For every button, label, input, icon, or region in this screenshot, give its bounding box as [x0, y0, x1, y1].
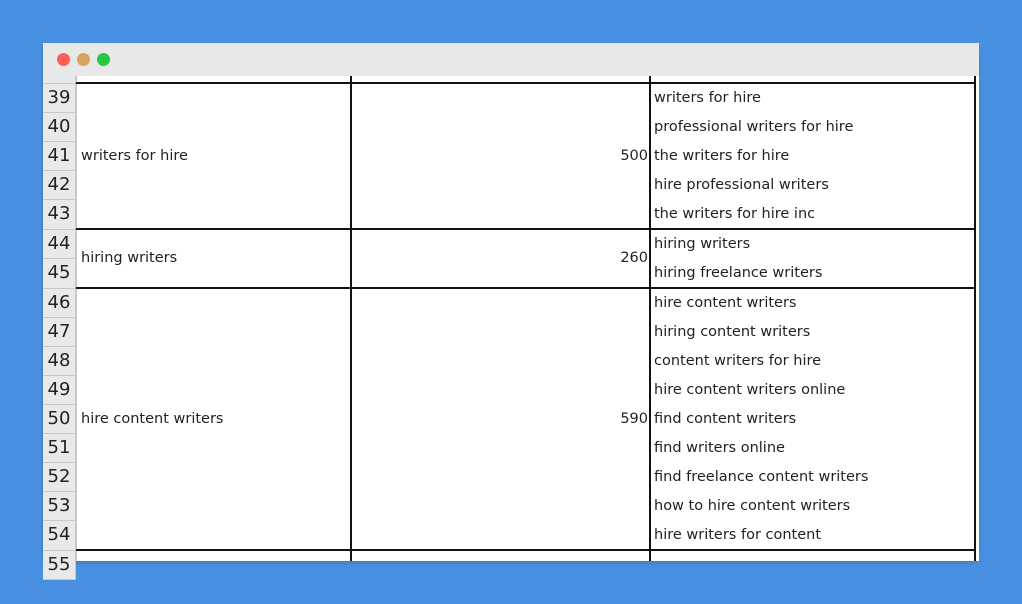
column-border [649, 76, 651, 561]
related-keyword-cell[interactable]: hire content writers online [654, 382, 846, 398]
row-header[interactable]: 44 [43, 230, 76, 259]
related-keyword-cell[interactable]: the writers for hire inc [654, 206, 816, 222]
row-header[interactable]: 50 [43, 405, 76, 434]
related-keyword-cell[interactable]: hire writers for content [654, 527, 822, 543]
column-border [76, 76, 77, 561]
row-header[interactable]: 46 [43, 289, 76, 318]
keyword-cell[interactable]: hiring writers [81, 250, 178, 266]
column-border [974, 76, 976, 561]
title-bar [43, 43, 979, 76]
close-button[interactable] [57, 53, 70, 66]
row-header[interactable]: 49 [43, 376, 76, 405]
related-keyword-cell[interactable]: the writers for hire [654, 148, 790, 164]
row-header[interactable]: 41 [43, 142, 76, 171]
related-keyword-cell[interactable]: writers for hire [654, 90, 761, 106]
volume-cell[interactable]: 260 [620, 250, 648, 266]
related-keyword-cell[interactable]: hire content writers [654, 295, 797, 311]
volume-cell[interactable]: 500 [620, 148, 648, 164]
row-header[interactable]: 54 [43, 521, 76, 551]
minimize-button[interactable] [77, 53, 90, 66]
spreadsheet-window [43, 43, 979, 575]
row-header[interactable]: 48 [43, 347, 76, 376]
row-header[interactable]: 40 [43, 113, 76, 142]
volume-cell[interactable]: 590 [620, 411, 648, 427]
related-keyword-cell[interactable]: hiring freelance writers [654, 265, 823, 281]
row-header[interactable]: 51 [43, 434, 76, 463]
row-header[interactable]: 55 [43, 551, 76, 580]
related-keyword-cell[interactable]: hiring writers [654, 236, 751, 252]
group-border [76, 82, 976, 84]
group-border [76, 549, 976, 551]
row-header[interactable]: 53 [43, 492, 76, 521]
spreadsheet-grid[interactable] [43, 76, 979, 575]
related-keyword-cell[interactable]: find freelance content writers [654, 469, 869, 485]
row-header[interactable]: 45 [43, 259, 76, 289]
maximize-button[interactable] [97, 53, 110, 66]
row-header[interactable]: 42 [43, 171, 76, 200]
row-header[interactable]: 47 [43, 318, 76, 347]
row-header[interactable]: 43 [43, 200, 76, 230]
keyword-cell[interactable]: writers for hire [81, 148, 188, 164]
keyword-cell[interactable]: hire content writers [81, 411, 224, 427]
row-header[interactable]: 39 [43, 84, 76, 113]
group-border [76, 228, 976, 230]
related-keyword-cell[interactable]: find writers online [654, 440, 785, 456]
related-keyword-cell[interactable]: find content writers [654, 411, 797, 427]
related-keyword-cell[interactable]: hire professional writers [654, 177, 829, 193]
related-keyword-cell[interactable]: hiring content writers [654, 324, 811, 340]
related-keyword-cell[interactable]: how to hire content writers [654, 498, 851, 514]
group-border [76, 287, 976, 289]
row-header[interactable]: 52 [43, 463, 76, 492]
column-border [350, 76, 352, 561]
related-keyword-cell[interactable]: content writers for hire [654, 353, 822, 369]
related-keyword-cell[interactable]: professional writers for hire [654, 119, 854, 135]
